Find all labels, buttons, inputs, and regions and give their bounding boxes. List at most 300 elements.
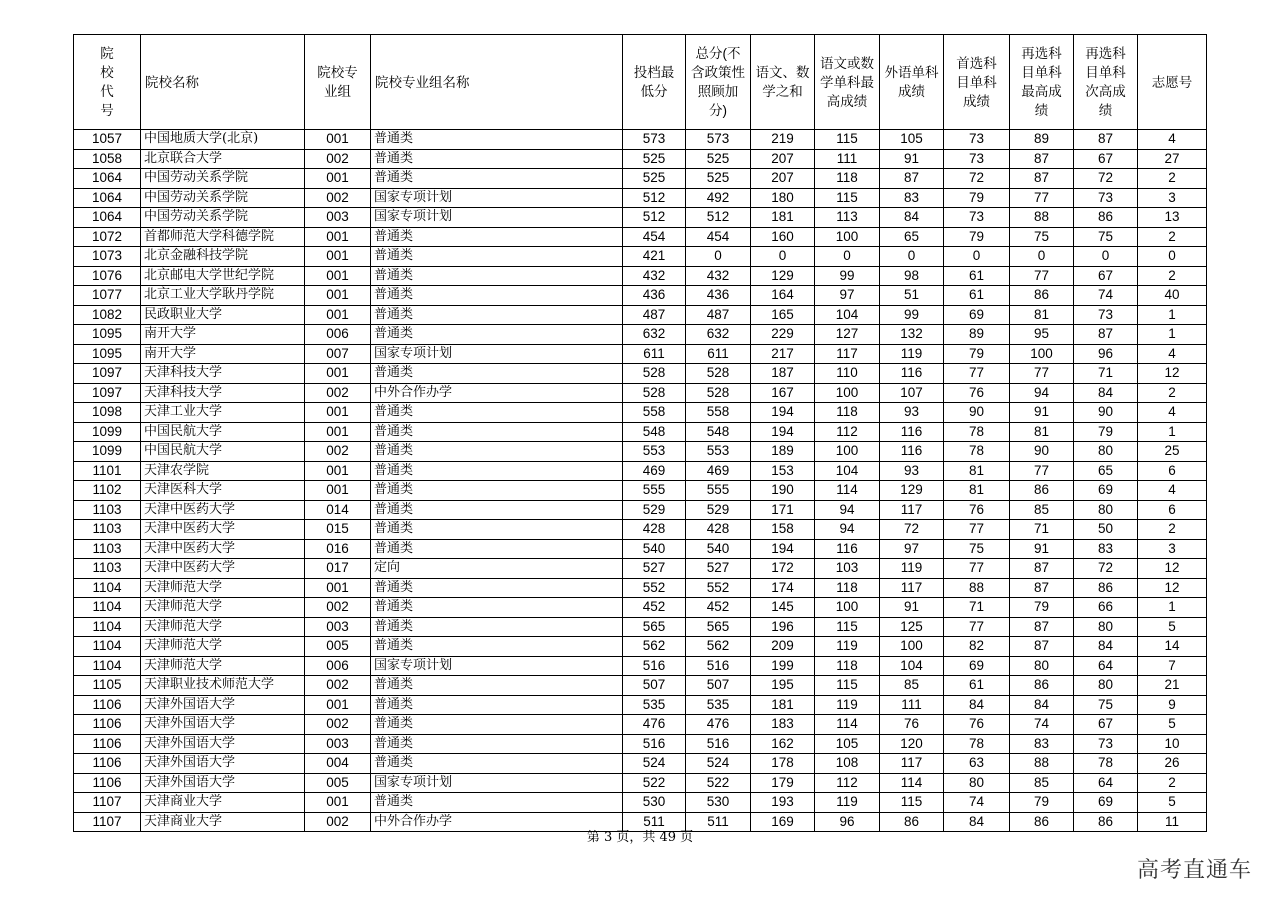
cell-total-score: 516 bbox=[686, 734, 751, 754]
cell-min-score: 525 bbox=[623, 149, 686, 169]
cell-second-subject-max: 91 bbox=[1010, 403, 1074, 423]
table-row bbox=[74, 539, 1207, 559]
cell-foreign-language: 125 bbox=[880, 617, 944, 637]
cell-major-group-name: 普通类 bbox=[371, 149, 623, 169]
cell-first-subject: 74 bbox=[944, 793, 1010, 813]
cell-school-code: 1107 bbox=[74, 812, 141, 832]
cell-second-subject-max: 77 bbox=[1010, 461, 1074, 481]
cell-school-name: 民政职业大学 bbox=[141, 305, 305, 325]
cell-total-score: 552 bbox=[686, 578, 751, 598]
cell-major-group-name: 国家专项计划 bbox=[371, 208, 623, 228]
cell-major-group-name: 普通类 bbox=[371, 442, 623, 462]
cell-school-code: 1095 bbox=[74, 325, 141, 345]
cell-min-score: 487 bbox=[623, 305, 686, 325]
cell-chinese-math-max: 100 bbox=[815, 442, 880, 462]
cell-major-group: 001 bbox=[305, 169, 371, 189]
cell-second-subject-next: 73 bbox=[1074, 188, 1138, 208]
cell-major-group-name: 普通类 bbox=[371, 130, 623, 150]
cell-total-score: 428 bbox=[686, 520, 751, 540]
cell-second-subject-max: 75 bbox=[1010, 227, 1074, 247]
cell-second-subject-next: 80 bbox=[1074, 676, 1138, 696]
table-row bbox=[74, 364, 1207, 384]
cell-chinese-math-sum: 172 bbox=[751, 559, 815, 579]
cell-school-name: 中国劳动关系学院 bbox=[141, 208, 305, 228]
cell-chinese-math-sum: 187 bbox=[751, 364, 815, 384]
cell-second-subject-max: 80 bbox=[1010, 656, 1074, 676]
cell-total-score: 511 bbox=[686, 812, 751, 832]
table-row bbox=[74, 715, 1207, 735]
cell-second-subject-max: 79 bbox=[1010, 598, 1074, 618]
cell-chinese-math-sum: 158 bbox=[751, 520, 815, 540]
cell-major-group-name: 普通类 bbox=[371, 754, 623, 774]
header-row bbox=[74, 35, 1207, 130]
cell-min-score: 527 bbox=[623, 559, 686, 579]
cell-preference-number: 1 bbox=[1138, 598, 1207, 618]
cell-total-score: 573 bbox=[686, 130, 751, 150]
cell-preference-number: 10 bbox=[1138, 734, 1207, 754]
cell-second-subject-max: 86 bbox=[1010, 481, 1074, 501]
cell-foreign-language: 117 bbox=[880, 500, 944, 520]
cell-foreign-language: 72 bbox=[880, 520, 944, 540]
cell-chinese-math-sum: 194 bbox=[751, 539, 815, 559]
cell-first-subject: 84 bbox=[944, 695, 1010, 715]
cell-school-code: 1095 bbox=[74, 344, 141, 364]
cell-major-group-name: 普通类 bbox=[371, 403, 623, 423]
cell-chinese-math-max: 115 bbox=[815, 617, 880, 637]
cell-major-group-name: 普通类 bbox=[371, 500, 623, 520]
col-header-school-name: 院校名称 bbox=[141, 35, 305, 130]
cell-major-group-name: 国家专项计划 bbox=[371, 773, 623, 793]
cell-school-name: 南开大学 bbox=[141, 344, 305, 364]
cell-second-subject-next: 78 bbox=[1074, 754, 1138, 774]
cell-school-code: 1106 bbox=[74, 695, 141, 715]
table-row bbox=[74, 578, 1207, 598]
cell-chinese-math-max: 115 bbox=[815, 130, 880, 150]
cell-chinese-math-max: 103 bbox=[815, 559, 880, 579]
cell-min-score: 454 bbox=[623, 227, 686, 247]
cell-chinese-math-max: 111 bbox=[815, 149, 880, 169]
cell-second-subject-next: 69 bbox=[1074, 793, 1138, 813]
cell-school-code: 1099 bbox=[74, 442, 141, 462]
cell-school-name: 天津商业大学 bbox=[141, 812, 305, 832]
cell-chinese-math-max: 118 bbox=[815, 578, 880, 598]
cell-second-subject-next: 86 bbox=[1074, 208, 1138, 228]
table-row bbox=[74, 325, 1207, 345]
cell-chinese-math-sum: 167 bbox=[751, 383, 815, 403]
table-row bbox=[74, 383, 1207, 403]
cell-chinese-math-max: 100 bbox=[815, 227, 880, 247]
cell-major-group-name: 中外合作办学 bbox=[371, 383, 623, 403]
cell-first-subject: 76 bbox=[944, 500, 1010, 520]
cell-chinese-math-sum: 165 bbox=[751, 305, 815, 325]
cell-min-score: 525 bbox=[623, 169, 686, 189]
cell-foreign-language: 91 bbox=[880, 149, 944, 169]
cell-second-subject-max: 74 bbox=[1010, 715, 1074, 735]
cell-chinese-math-max: 94 bbox=[815, 500, 880, 520]
cell-chinese-math-max: 112 bbox=[815, 422, 880, 442]
table-row bbox=[74, 734, 1207, 754]
cell-major-group-name: 普通类 bbox=[371, 734, 623, 754]
table-row bbox=[74, 344, 1207, 364]
cell-school-code: 1076 bbox=[74, 266, 141, 286]
cell-second-subject-next: 86 bbox=[1074, 578, 1138, 598]
cell-min-score: 535 bbox=[623, 695, 686, 715]
cell-school-code: 1073 bbox=[74, 247, 141, 267]
cell-first-subject: 89 bbox=[944, 325, 1010, 345]
cell-chinese-math-max: 119 bbox=[815, 695, 880, 715]
cell-foreign-language: 93 bbox=[880, 461, 944, 481]
cell-school-name: 北京联合大学 bbox=[141, 149, 305, 169]
cell-first-subject: 84 bbox=[944, 812, 1010, 832]
cell-foreign-language: 84 bbox=[880, 208, 944, 228]
cell-chinese-math-max: 116 bbox=[815, 539, 880, 559]
cell-major-group: 004 bbox=[305, 754, 371, 774]
cell-foreign-language: 98 bbox=[880, 266, 944, 286]
cell-school-code: 1105 bbox=[74, 676, 141, 696]
cell-second-subject-next: 75 bbox=[1074, 695, 1138, 715]
cell-chinese-math-max: 114 bbox=[815, 481, 880, 501]
col-header-major-group-name: 院校专业组名称 bbox=[371, 35, 623, 130]
cell-first-subject: 61 bbox=[944, 286, 1010, 306]
cell-preference-number: 6 bbox=[1138, 461, 1207, 481]
cell-foreign-language: 87 bbox=[880, 169, 944, 189]
cell-school-code: 1077 bbox=[74, 286, 141, 306]
table-row bbox=[74, 520, 1207, 540]
cell-major-group: 006 bbox=[305, 325, 371, 345]
cell-first-subject: 73 bbox=[944, 149, 1010, 169]
table-row bbox=[74, 247, 1207, 267]
cell-school-code: 1101 bbox=[74, 461, 141, 481]
cell-chinese-math-max: 99 bbox=[815, 266, 880, 286]
cell-school-code: 1064 bbox=[74, 169, 141, 189]
cell-chinese-math-sum: 169 bbox=[751, 812, 815, 832]
cell-chinese-math-max: 110 bbox=[815, 364, 880, 384]
cell-second-subject-next: 84 bbox=[1074, 383, 1138, 403]
cell-chinese-math-max: 104 bbox=[815, 461, 880, 481]
cell-first-subject: 79 bbox=[944, 188, 1010, 208]
cell-second-subject-next: 69 bbox=[1074, 481, 1138, 501]
cell-second-subject-max: 71 bbox=[1010, 520, 1074, 540]
cell-second-subject-max: 79 bbox=[1010, 793, 1074, 813]
cell-chinese-math-sum: 153 bbox=[751, 461, 815, 481]
cell-school-code: 1097 bbox=[74, 364, 141, 384]
cell-school-name: 中国劳动关系学院 bbox=[141, 188, 305, 208]
cell-foreign-language: 93 bbox=[880, 403, 944, 423]
cell-preference-number: 26 bbox=[1138, 754, 1207, 774]
cell-school-code: 1082 bbox=[74, 305, 141, 325]
cell-major-group: 007 bbox=[305, 344, 371, 364]
cell-school-name: 北京金融科技学院 bbox=[141, 247, 305, 267]
cell-second-subject-next: 90 bbox=[1074, 403, 1138, 423]
table-row bbox=[74, 149, 1207, 169]
cell-total-score: 535 bbox=[686, 695, 751, 715]
cell-min-score: 524 bbox=[623, 754, 686, 774]
cell-first-subject: 78 bbox=[944, 422, 1010, 442]
cell-school-code: 1106 bbox=[74, 754, 141, 774]
cell-major-group: 014 bbox=[305, 500, 371, 520]
cell-second-subject-next: 73 bbox=[1074, 734, 1138, 754]
cell-total-score: 507 bbox=[686, 676, 751, 696]
cell-second-subject-next: 80 bbox=[1074, 617, 1138, 637]
cell-first-subject: 79 bbox=[944, 227, 1010, 247]
cell-major-group-name: 普通类 bbox=[371, 325, 623, 345]
cell-major-group: 002 bbox=[305, 812, 371, 832]
cell-foreign-language: 115 bbox=[880, 793, 944, 813]
cell-school-name: 天津师范大学 bbox=[141, 578, 305, 598]
cell-chinese-math-max: 97 bbox=[815, 286, 880, 306]
cell-first-subject: 69 bbox=[944, 656, 1010, 676]
cell-school-code: 1099 bbox=[74, 422, 141, 442]
cell-total-score: 0 bbox=[686, 247, 751, 267]
cell-major-group-name: 国家专项计划 bbox=[371, 344, 623, 364]
table-row bbox=[74, 676, 1207, 696]
cell-school-code: 1106 bbox=[74, 773, 141, 793]
cell-second-subject-next: 80 bbox=[1074, 442, 1138, 462]
cell-first-subject: 0 bbox=[944, 247, 1010, 267]
cell-major-group-name: 普通类 bbox=[371, 539, 623, 559]
cell-preference-number: 12 bbox=[1138, 559, 1207, 579]
cell-second-subject-next: 71 bbox=[1074, 364, 1138, 384]
col-header-preference-number: 志愿号 bbox=[1138, 35, 1207, 130]
cell-major-group-name: 普通类 bbox=[371, 598, 623, 618]
cell-foreign-language: 86 bbox=[880, 812, 944, 832]
cell-min-score: 565 bbox=[623, 617, 686, 637]
cell-school-name: 天津外国语大学 bbox=[141, 773, 305, 793]
cell-school-name: 天津外国语大学 bbox=[141, 754, 305, 774]
cell-foreign-language: 51 bbox=[880, 286, 944, 306]
cell-major-group: 005 bbox=[305, 637, 371, 657]
cell-second-subject-next: 75 bbox=[1074, 227, 1138, 247]
cell-school-code: 1103 bbox=[74, 500, 141, 520]
cell-foreign-language: 0 bbox=[880, 247, 944, 267]
table-row bbox=[74, 617, 1207, 637]
cell-major-group: 001 bbox=[305, 130, 371, 150]
table-row bbox=[74, 656, 1207, 676]
cell-first-subject: 61 bbox=[944, 266, 1010, 286]
cell-chinese-math-sum: 207 bbox=[751, 149, 815, 169]
cell-min-score: 469 bbox=[623, 461, 686, 481]
cell-foreign-language: 116 bbox=[880, 422, 944, 442]
cell-major-group-name: 普通类 bbox=[371, 617, 623, 637]
cell-preference-number: 2 bbox=[1138, 383, 1207, 403]
cell-first-subject: 88 bbox=[944, 578, 1010, 598]
cell-foreign-language: 85 bbox=[880, 676, 944, 696]
table-row bbox=[74, 793, 1207, 813]
table-row bbox=[74, 500, 1207, 520]
cell-chinese-math-max: 104 bbox=[815, 305, 880, 325]
cell-chinese-math-sum: 164 bbox=[751, 286, 815, 306]
cell-second-subject-max: 100 bbox=[1010, 344, 1074, 364]
cell-chinese-math-max: 118 bbox=[815, 169, 880, 189]
cell-first-subject: 76 bbox=[944, 383, 1010, 403]
cell-major-group: 001 bbox=[305, 403, 371, 423]
cell-major-group-name: 普通类 bbox=[371, 305, 623, 325]
cell-school-code: 1106 bbox=[74, 715, 141, 735]
table-row bbox=[74, 169, 1207, 189]
cell-second-subject-next: 72 bbox=[1074, 169, 1138, 189]
cell-chinese-math-sum: 162 bbox=[751, 734, 815, 754]
cell-foreign-language: 97 bbox=[880, 539, 944, 559]
cell-total-score: 476 bbox=[686, 715, 751, 735]
cell-total-score: 529 bbox=[686, 500, 751, 520]
cell-school-name: 天津师范大学 bbox=[141, 617, 305, 637]
cell-min-score: 530 bbox=[623, 793, 686, 813]
cell-major-group-name: 普通类 bbox=[371, 481, 623, 501]
cell-major-group-name: 普通类 bbox=[371, 364, 623, 384]
cell-chinese-math-sum: 196 bbox=[751, 617, 815, 637]
cell-preference-number: 9 bbox=[1138, 695, 1207, 715]
cell-school-name: 天津工业大学 bbox=[141, 403, 305, 423]
cell-school-name: 中国地质大学(北京) bbox=[141, 130, 305, 150]
cell-second-subject-max: 87 bbox=[1010, 637, 1074, 657]
cell-second-subject-max: 90 bbox=[1010, 442, 1074, 462]
cell-preference-number: 2 bbox=[1138, 773, 1207, 793]
cell-min-score: 452 bbox=[623, 598, 686, 618]
cell-min-score: 436 bbox=[623, 286, 686, 306]
cell-foreign-language: 116 bbox=[880, 364, 944, 384]
cell-foreign-language: 132 bbox=[880, 325, 944, 345]
table-row bbox=[74, 208, 1207, 228]
cell-min-score: 511 bbox=[623, 812, 686, 832]
cell-major-group: 002 bbox=[305, 598, 371, 618]
cell-school-code: 1104 bbox=[74, 617, 141, 637]
cell-major-group-name: 普通类 bbox=[371, 422, 623, 442]
cell-preference-number: 13 bbox=[1138, 208, 1207, 228]
cell-chinese-math-sum: 0 bbox=[751, 247, 815, 267]
cell-second-subject-max: 87 bbox=[1010, 149, 1074, 169]
cell-preference-number: 12 bbox=[1138, 364, 1207, 384]
cell-chinese-math-sum: 171 bbox=[751, 500, 815, 520]
cell-total-score: 525 bbox=[686, 169, 751, 189]
cell-first-subject: 69 bbox=[944, 305, 1010, 325]
cell-first-subject: 80 bbox=[944, 773, 1010, 793]
cell-major-group-name: 普通类 bbox=[371, 520, 623, 540]
cell-school-name: 天津外国语大学 bbox=[141, 695, 305, 715]
cell-school-code: 1107 bbox=[74, 793, 141, 813]
cell-school-name: 天津农学院 bbox=[141, 461, 305, 481]
cell-chinese-math-sum: 193 bbox=[751, 793, 815, 813]
cell-school-name: 天津职业技术师范大学 bbox=[141, 676, 305, 696]
cell-min-score: 432 bbox=[623, 266, 686, 286]
cell-major-group-name: 普通类 bbox=[371, 169, 623, 189]
cell-total-score: 540 bbox=[686, 539, 751, 559]
cell-chinese-math-sum: 190 bbox=[751, 481, 815, 501]
cell-school-code: 1064 bbox=[74, 208, 141, 228]
cell-major-group-name: 国家专项计划 bbox=[371, 188, 623, 208]
cell-chinese-math-max: 127 bbox=[815, 325, 880, 345]
cell-second-subject-next: 83 bbox=[1074, 539, 1138, 559]
cell-second-subject-max: 94 bbox=[1010, 383, 1074, 403]
cell-first-subject: 61 bbox=[944, 676, 1010, 696]
cell-chinese-math-max: 94 bbox=[815, 520, 880, 540]
cell-first-subject: 77 bbox=[944, 559, 1010, 579]
cell-major-group-name: 中外合作办学 bbox=[371, 812, 623, 832]
cell-min-score: 528 bbox=[623, 364, 686, 384]
cell-second-subject-max: 81 bbox=[1010, 422, 1074, 442]
cell-school-name: 天津外国语大学 bbox=[141, 734, 305, 754]
cell-min-score: 611 bbox=[623, 344, 686, 364]
cell-chinese-math-sum: 181 bbox=[751, 695, 815, 715]
cell-school-name: 中国民航大学 bbox=[141, 442, 305, 462]
cell-major-group: 001 bbox=[305, 695, 371, 715]
cell-first-subject: 73 bbox=[944, 208, 1010, 228]
table-row bbox=[74, 461, 1207, 481]
cell-second-subject-next: 80 bbox=[1074, 500, 1138, 520]
cell-major-group-name: 普通类 bbox=[371, 578, 623, 598]
cell-second-subject-max: 77 bbox=[1010, 188, 1074, 208]
cell-school-code: 1104 bbox=[74, 578, 141, 598]
cell-school-name: 天津中医药大学 bbox=[141, 500, 305, 520]
cell-second-subject-next: 84 bbox=[1074, 637, 1138, 657]
cell-chinese-math-sum: 209 bbox=[751, 637, 815, 657]
cell-first-subject: 81 bbox=[944, 461, 1010, 481]
cell-second-subject-next: 96 bbox=[1074, 344, 1138, 364]
cell-school-name: 首都师范大学科德学院 bbox=[141, 227, 305, 247]
cell-second-subject-max: 83 bbox=[1010, 734, 1074, 754]
cell-second-subject-next: 86 bbox=[1074, 812, 1138, 832]
cell-chinese-math-sum: 217 bbox=[751, 344, 815, 364]
cell-chinese-math-max: 100 bbox=[815, 383, 880, 403]
cell-preference-number: 2 bbox=[1138, 169, 1207, 189]
cell-second-subject-max: 86 bbox=[1010, 812, 1074, 832]
admission-score-table bbox=[73, 34, 1207, 832]
cell-second-subject-next: 64 bbox=[1074, 656, 1138, 676]
cell-preference-number: 1 bbox=[1138, 325, 1207, 345]
cell-preference-number: 1 bbox=[1138, 422, 1207, 442]
cell-second-subject-max: 88 bbox=[1010, 208, 1074, 228]
cell-foreign-language: 105 bbox=[880, 130, 944, 150]
cell-major-group: 001 bbox=[305, 227, 371, 247]
cell-school-name: 天津外国语大学 bbox=[141, 715, 305, 735]
cell-second-subject-next: 67 bbox=[1074, 266, 1138, 286]
cell-min-score: 516 bbox=[623, 656, 686, 676]
cell-second-subject-max: 85 bbox=[1010, 500, 1074, 520]
cell-foreign-language: 99 bbox=[880, 305, 944, 325]
cell-min-score: 512 bbox=[623, 188, 686, 208]
cell-chinese-math-max: 115 bbox=[815, 676, 880, 696]
cell-school-code: 1104 bbox=[74, 656, 141, 676]
cell-school-code: 1103 bbox=[74, 539, 141, 559]
col-header-total-score: 总分(不含政策性照顾加分) bbox=[686, 35, 751, 130]
cell-school-name: 南开大学 bbox=[141, 325, 305, 345]
cell-second-subject-max: 89 bbox=[1010, 130, 1074, 150]
cell-total-score: 454 bbox=[686, 227, 751, 247]
table-row bbox=[74, 422, 1207, 442]
cell-second-subject-next: 87 bbox=[1074, 130, 1138, 150]
cell-major-group: 001 bbox=[305, 578, 371, 598]
cell-school-code: 1097 bbox=[74, 383, 141, 403]
cell-chinese-math-max: 115 bbox=[815, 188, 880, 208]
cell-min-score: 632 bbox=[623, 325, 686, 345]
cell-foreign-language: 91 bbox=[880, 598, 944, 618]
cell-chinese-math-max: 96 bbox=[815, 812, 880, 832]
cell-chinese-math-max: 100 bbox=[815, 598, 880, 618]
cell-chinese-math-max: 118 bbox=[815, 403, 880, 423]
cell-total-score: 528 bbox=[686, 383, 751, 403]
cell-chinese-math-max: 118 bbox=[815, 656, 880, 676]
cell-school-name: 中国劳动关系学院 bbox=[141, 169, 305, 189]
table-row bbox=[74, 773, 1207, 793]
cell-major-group-name: 普通类 bbox=[371, 715, 623, 735]
cell-school-name: 天津师范大学 bbox=[141, 656, 305, 676]
cell-preference-number: 2 bbox=[1138, 520, 1207, 540]
table-row bbox=[74, 305, 1207, 325]
cell-total-score: 528 bbox=[686, 364, 751, 384]
cell-major-group-name: 普通类 bbox=[371, 266, 623, 286]
cell-chinese-math-max: 113 bbox=[815, 208, 880, 228]
cell-total-score: 522 bbox=[686, 773, 751, 793]
cell-min-score: 507 bbox=[623, 676, 686, 696]
